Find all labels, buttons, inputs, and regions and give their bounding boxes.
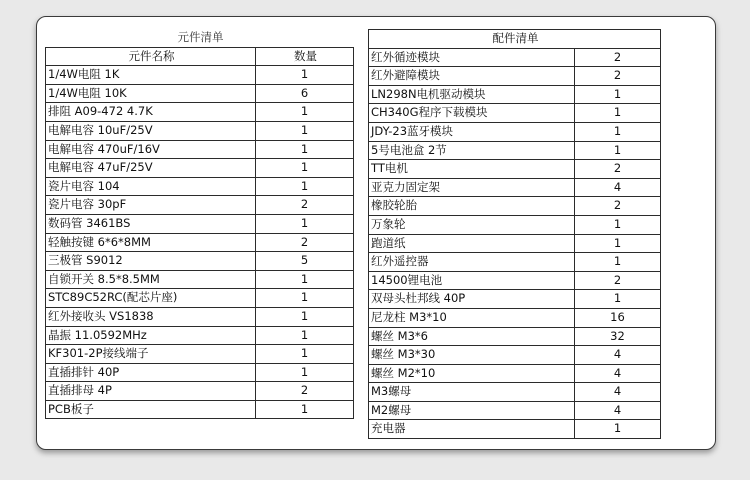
quantity-cell: 4 <box>575 401 661 420</box>
table-row <box>46 84 354 103</box>
quantity-cell: 1 <box>256 121 354 140</box>
table-header-row <box>46 47 354 66</box>
part-name-cell: 红外避障模块 <box>369 67 575 86</box>
quantity-cell: 1 <box>575 253 661 272</box>
part-name-cell: 电解电容 47uF/25V <box>46 159 256 178</box>
quantity-cell: 4 <box>575 383 661 402</box>
quantity-cell: 1 <box>256 270 354 289</box>
part-name-cell: 电解电容 470uF/16V <box>46 140 256 159</box>
quantity-cell: 1 <box>256 289 354 308</box>
part-name-cell: 排阻 A09-472 4.7K <box>46 103 256 122</box>
quantity-cell: 1 <box>256 103 354 122</box>
part-name-cell: 万象轮 <box>369 215 575 234</box>
quantity-cell: 1 <box>575 141 661 160</box>
quantity-cell: 1 <box>256 140 354 159</box>
table-row <box>46 214 354 233</box>
table-row <box>46 66 354 85</box>
table-row <box>369 364 661 383</box>
table-row <box>46 121 354 140</box>
part-name-cell: STC89C52RC(配芯片座) <box>46 289 256 308</box>
quantity-cell: 1 <box>575 234 661 253</box>
parts-list-card <box>36 16 716 450</box>
quantity-cell: 1 <box>256 307 354 326</box>
table-title-row <box>369 30 661 49</box>
table-row <box>46 196 354 215</box>
part-name-cell: M3螺母 <box>369 383 575 402</box>
quantity-cell: 1 <box>256 326 354 345</box>
part-name-cell: 电解电容 10uF/25V <box>46 121 256 140</box>
table-row <box>46 177 354 196</box>
quantity-cell: 1 <box>256 345 354 364</box>
table-row <box>369 308 661 327</box>
table-row <box>46 307 354 326</box>
part-name-cell: 双母头杜邦线 40P <box>369 290 575 309</box>
table-row <box>46 345 354 364</box>
quantity-cell: 2 <box>575 67 661 86</box>
table-row <box>369 48 661 67</box>
quantity-cell: 4 <box>575 364 661 383</box>
part-name-cell: CH340G程序下载模块 <box>369 104 575 123</box>
table-row <box>369 346 661 365</box>
table-row <box>46 326 354 345</box>
part-name-cell: 自锁开关 8.5*8.5MM <box>46 270 256 289</box>
part-name-cell: 螺丝 M3*30 <box>369 346 575 365</box>
part-name-cell: JDY-23蓝牙模块 <box>369 122 575 141</box>
part-name-cell: 螺丝 M2*10 <box>369 364 575 383</box>
table-row <box>46 400 354 419</box>
table-title: 配件清单 <box>369 30 661 49</box>
table-row <box>369 383 661 402</box>
quantity-cell: 1 <box>575 215 661 234</box>
table-row <box>369 327 661 346</box>
quantity-cell: 4 <box>575 178 661 197</box>
quantity-cell: 6 <box>256 84 354 103</box>
quantity-cell: 1 <box>256 400 354 419</box>
column-header-name: 元件名称 <box>46 47 256 66</box>
table-row <box>46 159 354 178</box>
quantity-cell: 1 <box>256 363 354 382</box>
part-name-cell: 1/4W电阻 1K <box>46 66 256 85</box>
part-name-cell: 晶振 11.0592MHz <box>46 326 256 345</box>
part-name-cell: TT电机 <box>369 160 575 179</box>
table-row <box>369 271 661 290</box>
table-row <box>46 252 354 271</box>
part-name-cell: KF301-2P接线端子 <box>46 345 256 364</box>
quantity-cell: 2 <box>256 382 354 401</box>
part-name-cell: 螺丝 M3*6 <box>369 327 575 346</box>
quantity-cell: 16 <box>575 308 661 327</box>
part-name-cell: 14500锂电池 <box>369 271 575 290</box>
quantity-cell: 1 <box>256 66 354 85</box>
part-name-cell: 1/4W电阻 10K <box>46 84 256 103</box>
quantity-cell: 1 <box>256 214 354 233</box>
table-row <box>369 85 661 104</box>
part-name-cell: 5号电池盒 2节 <box>369 141 575 160</box>
quantity-cell: 1 <box>575 122 661 141</box>
table-row <box>369 420 661 439</box>
table-row <box>369 160 661 179</box>
quantity-cell: 2 <box>575 197 661 216</box>
accessories-table <box>368 29 661 439</box>
part-name-cell: 瓷片电容 30pF <box>46 196 256 215</box>
quantity-cell: 4 <box>575 346 661 365</box>
table-row <box>46 140 354 159</box>
components-table <box>45 29 354 419</box>
part-name-cell: 直插排针 40P <box>46 363 256 382</box>
quantity-cell: 2 <box>575 48 661 67</box>
table-row <box>369 178 661 197</box>
quantity-cell: 1 <box>256 159 354 178</box>
part-name-cell: LN298N电机驱动模块 <box>369 85 575 104</box>
quantity-cell: 2 <box>256 233 354 252</box>
part-name-cell: PCB板子 <box>46 400 256 419</box>
table-row <box>369 290 661 309</box>
table-row <box>369 401 661 420</box>
part-name-cell: 红外循迹模块 <box>369 48 575 67</box>
part-name-cell: 橡胶轮胎 <box>369 197 575 216</box>
table-row <box>369 234 661 253</box>
quantity-cell: 1 <box>575 85 661 104</box>
part-name-cell: M2螺母 <box>369 401 575 420</box>
quantity-cell: 1 <box>575 290 661 309</box>
table-row <box>369 215 661 234</box>
table-title: 元件清单 <box>46 29 354 47</box>
quantity-cell: 2 <box>575 271 661 290</box>
quantity-cell: 1 <box>256 177 354 196</box>
table-row <box>46 289 354 308</box>
quantity-cell: 2 <box>575 160 661 179</box>
part-name-cell: 红外遥控器 <box>369 253 575 272</box>
quantity-cell: 2 <box>256 196 354 215</box>
part-name-cell: 直插排母 4P <box>46 382 256 401</box>
table-row <box>46 233 354 252</box>
quantity-cell: 32 <box>575 327 661 346</box>
part-name-cell: 三极管 S9012 <box>46 252 256 271</box>
table-row <box>369 141 661 160</box>
part-name-cell: 红外接收头 VS1838 <box>46 307 256 326</box>
table-row <box>369 197 661 216</box>
part-name-cell: 充电器 <box>369 420 575 439</box>
column-header-qty: 数量 <box>256 47 354 66</box>
table-title-row <box>46 29 354 47</box>
table-row <box>369 104 661 123</box>
part-name-cell: 跑道纸 <box>369 234 575 253</box>
table-row <box>46 382 354 401</box>
table-row <box>46 103 354 122</box>
table-row <box>369 253 661 272</box>
table-row <box>369 122 661 141</box>
quantity-cell: 5 <box>256 252 354 271</box>
part-name-cell: 数码管 3461BS <box>46 214 256 233</box>
quantity-cell: 1 <box>575 104 661 123</box>
part-name-cell: 轻触按键 6*6*8MM <box>46 233 256 252</box>
part-name-cell: 尼龙柱 M3*10 <box>369 308 575 327</box>
part-name-cell: 亚克力固定架 <box>369 178 575 197</box>
quantity-cell: 1 <box>575 420 661 439</box>
table-row <box>46 363 354 382</box>
table-row <box>369 67 661 86</box>
table-row <box>46 270 354 289</box>
part-name-cell: 瓷片电容 104 <box>46 177 256 196</box>
